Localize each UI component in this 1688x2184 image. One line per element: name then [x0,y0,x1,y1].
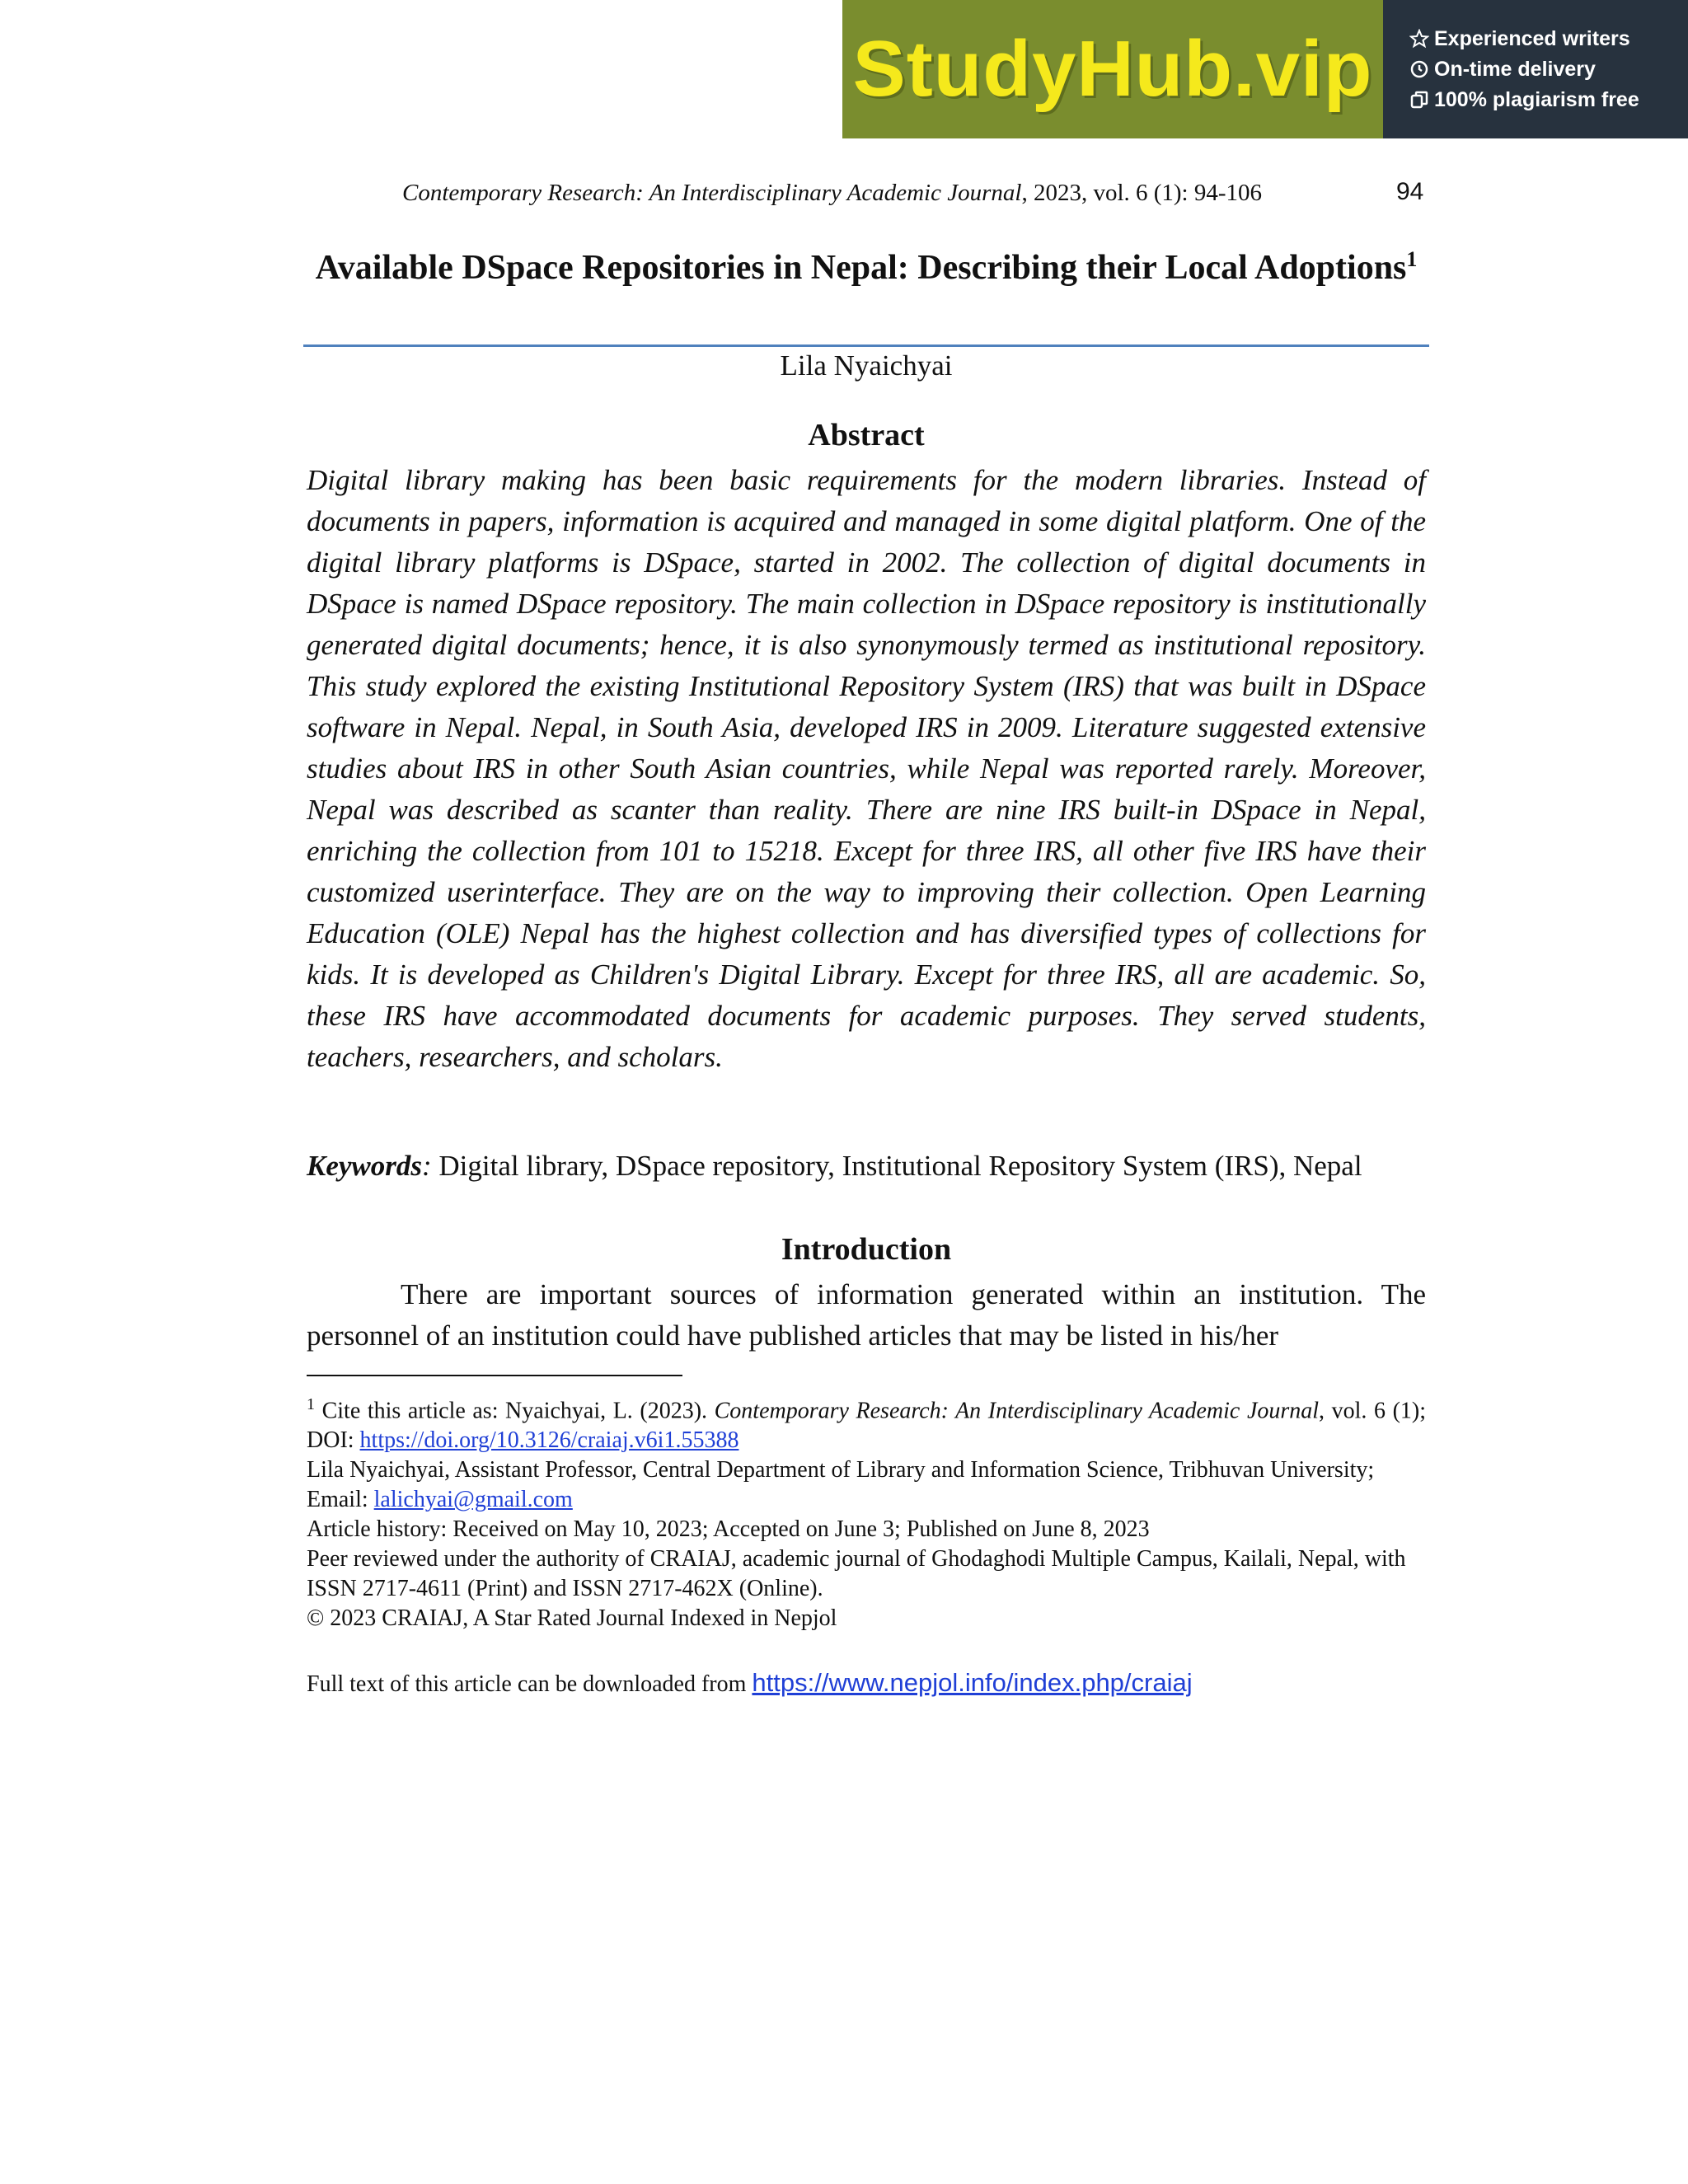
star-icon [1409,29,1429,49]
journal-name: Contemporary Research: An Interdisciplinary Academic Journal [402,180,1022,206]
banner-logo[interactable]: StudyHub.vip [852,25,1373,113]
banner-feature-label: On-time delivery [1434,57,1596,81]
footnote-divider [307,1375,682,1376]
abstract-heading: Abstract [808,418,925,452]
abstract-text: Digital library making has been basic requirements for the modern libraries. Instead of documents in papers, information is acquired and managed in some digital platform. One of the digital library platforms is DSpace, started in 2002. The collection of digital documents in DSpace is named DSpace repository. The main collection in DSpace repository is institutionally generated digital documents; hence, it is also synonymously termed as institutional repository. This study explored the existing Institutional Repository System (IRS) that was built in DSpace software in Nepal. Nepal, in South Asia, developed IRS in 2009. Literature suggested extensive studies about IRS in other South Asian countries, while Nepal was reported rarely. Moreover, Nepal was described as scanter than reality. There are nine IRS built-in DSpace in Nepal, enriching the collection from 101 to 15218. Except for three IRS, all other five IRS have their customized userinterface. They are on the way to improving their collection. Open Learning Education (OLE) Nepal has the highest collection and has diversified types of collections for kids. It is developed as Children's Digital Library. Except for three IRS, all are academic. So, these IRS have accommodated documents for academic purposes. They served students, teachers, researchers, and scholars. [307,464,1426,1073]
title-divider [303,344,1429,347]
banner-feature-label: Experienced writers [1434,26,1630,50]
email-link[interactable]: lalichyai@gmail.com [373,1487,573,1513]
download-note [307,1668,1426,1698]
introduction-heading: Introduction [781,1232,952,1267]
keywords-label: Keywords [307,1150,422,1182]
introduction-text: There are important sources of information generated within an institution. The personnel of an institution could have published articles that may be listed in his/her [307,1278,1426,1352]
footnote-mark: 1 [307,1395,315,1413]
article-history: Article history: Received on May 10, 2023; Accepted on June 3; Published on June 8, 2023 [307,1516,1150,1543]
banner-feature [1409,27,1688,51]
page-number: 94 [1396,178,1424,205]
affiliation-text: Lila Nyaichyai, Assistant Professor, Central Department of Library and Information Science, Tribhuvan University; Email: [307,1457,1375,1513]
banner-feature-label: 100% plagiarism free [1434,87,1639,111]
keywords [307,1146,1426,1187]
keywords-list: Digital library, DSpace repository, Institutional Repository System (IRS), Nepal [431,1150,1362,1182]
banner-logo-area[interactable] [842,0,1383,138]
keywords-colon: : [422,1150,432,1182]
copy-icon [1409,90,1429,110]
banner-feature [1409,58,1688,82]
journal-citation: , 2023, vol. 6 (1): 94-106 [1021,180,1263,206]
author-name: Lila Nyaichyai [780,349,953,382]
peer-review-note: Peer reviewed under the authority of CRAIAJ, academic journal of Ghodaghodi Multiple Campus, Kailali, Nepal, with ISSN 2717-4611 (Print) and ISSN 2717-462X (Online). [307,1546,1406,1602]
article-title [303,236,1429,292]
copyright-note: © 2023 CRAIAJ, A Star Rated Journal Indexed in Nepjol [307,1605,837,1632]
title-footnote-mark[interactable]: 1 [1406,247,1418,271]
cite-suffix: , vol. 6 (1); DOI: [307,1398,1426,1454]
clock-icon [1409,59,1429,79]
article-title-text: Available DSpace Repositories in Nepal: Describing their Local Adoptions [315,249,1407,287]
banner-features [1383,0,1688,138]
doi-link[interactable]: https://doi.org/10.3126/craiaj.v6i1.55388 [359,1427,739,1454]
cite-journal: Contemporary Research: An Interdisciplinary Academic Journal [714,1398,1320,1424]
footnote-citation [307,1390,1426,1455]
download-text: Full text of this article can be downloaded from [307,1671,753,1697]
cite-prefix: Cite this article as: Nyaichyai, L. (2023). [315,1398,715,1424]
footnote-affiliation [307,1455,1426,1515]
banner-feature [1409,88,1688,112]
running-head [402,180,1262,207]
download-link[interactable]: https://www.nepjol.info/index.php/craiaj [752,1668,1193,1697]
footnote [307,1390,1426,1633]
studyhub-banner[interactable] [842,0,1688,138]
